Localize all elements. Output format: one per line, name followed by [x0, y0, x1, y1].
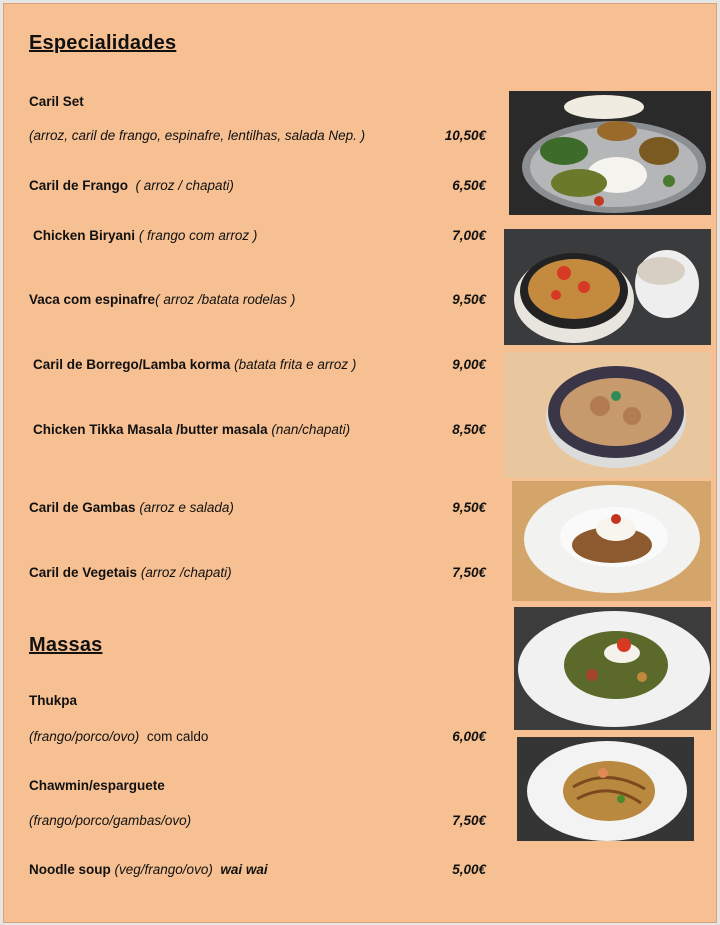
item-description: (frango/porco/gambas/ovo): [29, 813, 192, 828]
item-name: Noodle soup: [29, 862, 111, 877]
photo-chicken-biryani: [504, 229, 711, 345]
item-name: Vaca com espinafre: [29, 292, 156, 307]
item-description: (nan/chapati): [271, 422, 351, 437]
menu-item-vaca-com-espinafre: [29, 292, 295, 307]
menu-item-thukpa: [29, 693, 77, 708]
item-price: 6,50€: [452, 178, 486, 193]
section-heading-massas: Massas: [29, 634, 103, 656]
item-extra: com caldo: [143, 729, 209, 744]
menu-item-caril-de-borrego: [33, 357, 356, 372]
photo-chawmin: [517, 737, 694, 841]
item-description: ( arroz /batata rodelas ): [155, 292, 296, 307]
menu-page: [3, 3, 717, 923]
photo-caril-de-gambas: [512, 481, 711, 601]
item-name: Caril de Gambas: [29, 500, 136, 515]
item-name: Caril de Vegetais: [29, 565, 138, 580]
item-extra: wai wai: [220, 862, 268, 877]
item-description: (batata frita e arroz ): [234, 357, 357, 372]
photo-caril-set: [509, 91, 711, 215]
item-name: Thukpa: [29, 693, 78, 708]
menu-item-chicken-biryani: [33, 228, 257, 243]
item-price: 6,00€: [452, 729, 486, 744]
item-price: 7,00€: [452, 228, 486, 243]
item-description: ( frango com arroz ): [138, 228, 258, 243]
item-price: 7,50€: [452, 565, 486, 580]
menu-item-thukpa-desc: [29, 729, 208, 744]
item-description: (frango/porco/ovo): [29, 729, 140, 744]
menu-item-caril-set-desc: [29, 128, 365, 143]
item-description: (arroz /chapati): [140, 565, 232, 580]
item-price: 7,50€: [452, 813, 486, 828]
item-price: 10,50€: [444, 128, 486, 143]
item-description: (veg/frango/ovo): [114, 862, 213, 877]
menu-item-caril-de-vegetais: [29, 565, 232, 580]
photo-massas-plate: [514, 607, 711, 730]
menu-item-chicken-tikka-masala: [33, 422, 350, 437]
menu-item-chawmin: [29, 778, 165, 793]
item-description: (arroz, caril de frango, espinafre, lentilhas, salada Nep. ): [29, 128, 366, 143]
menu-item-caril-de-frango: [29, 178, 234, 193]
item-price: 8,50€: [452, 422, 486, 437]
item-price: 9,00€: [452, 357, 486, 372]
item-name: Chawmin/esparguete: [29, 778, 165, 793]
section-heading-especialidades: Especialidades: [29, 32, 177, 54]
menu-item-chawmin-desc: [29, 813, 191, 828]
item-name: Caril de Frango: [29, 178, 129, 193]
menu-item-caril-de-gambas: [29, 500, 234, 515]
item-name: Caril Set: [29, 94, 84, 109]
item-name: Caril de Borrego/Lamba korma: [33, 357, 231, 372]
item-description: (arroz e salada): [139, 500, 234, 515]
item-price: 9,50€: [452, 500, 486, 515]
item-price: 5,00€: [452, 862, 486, 877]
menu-item-noodle-soup: [29, 862, 268, 877]
item-name: Chicken Tikka Masala /butter masala: [33, 422, 268, 437]
item-price: 9,50€: [452, 292, 486, 307]
item-description: ( arroz / chapati): [135, 178, 234, 193]
item-name: Chicken Biryani: [33, 228, 136, 243]
photo-lamb-korma: [504, 352, 711, 478]
menu-item-caril-set: [29, 94, 84, 109]
